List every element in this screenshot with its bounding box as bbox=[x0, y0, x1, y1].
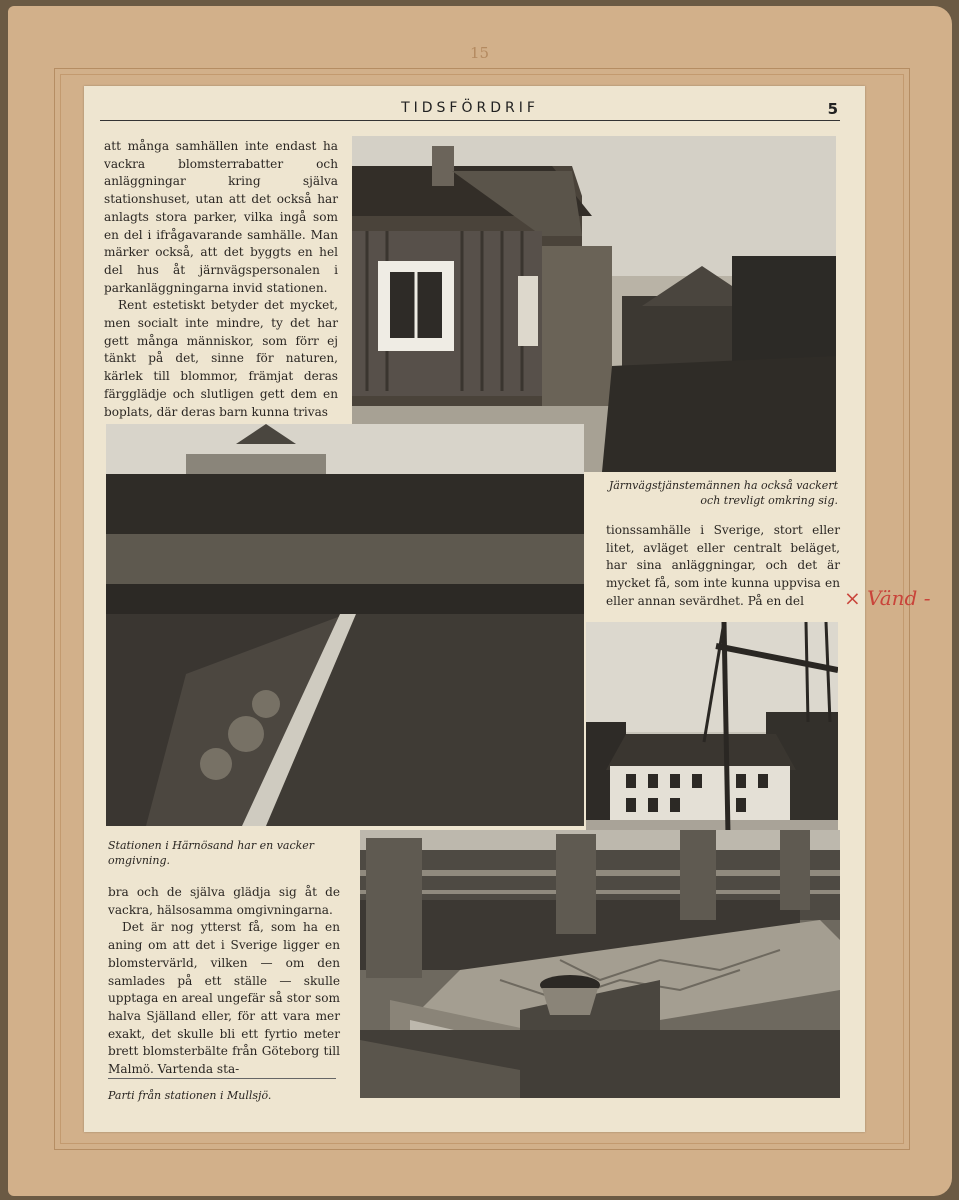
caption-terrace: Parti från stationen i Mullsjö. bbox=[108, 1089, 272, 1102]
article-column-3 bbox=[108, 884, 340, 1079]
article-column-1 bbox=[104, 138, 338, 421]
photo-house bbox=[352, 136, 836, 472]
photo-stone-terrace bbox=[360, 830, 840, 1098]
paragraph: Rent estetiskt betyder det mycket, men socialt inte mindre, ty det har gett många människor, som förr ej tänkt på det, sinne för naturen, kärlek till blommor, främjat deras färgglädje och slutligen gett dem en boplats, där deras barn kunna trivas bbox=[104, 298, 338, 419]
paragraph: tionssamhälle i Sverige, stort eller litet, avläget eller centralt beläget, har sina anläggningar, och det är mycket få, som inte kunna uppvisa en eller annan sevärdhet. På en del bbox=[606, 523, 840, 608]
photo-station-building bbox=[586, 622, 838, 834]
album-page-number: 15 bbox=[469, 44, 490, 62]
paragraph: att många samhällen inte endast ha vackra blomsterrabatter och anläggningar kring själva stationshuset, utan att det också har anlagts stora parker, vilka ingå som en del i ifrågavarande samhälle. Man märker också, att det byggts en hel del hus åt järnvägspersonalen i parkanläggningarna invid stationen. bbox=[104, 139, 338, 295]
caption-park: Stationen i Härnösand har en vacker omgivning. bbox=[108, 839, 315, 867]
handwritten-annotation: × Vänd - bbox=[844, 586, 931, 610]
article-column-2 bbox=[606, 522, 840, 611]
caption-separator bbox=[108, 1078, 336, 1079]
photo-park bbox=[106, 424, 584, 826]
paragraph: bra och de själva glädja sig åt de vackra, hälsosamma omgivningarna. bbox=[108, 885, 340, 917]
caption-house: Järnvägstjänstemännen ha också vackert och trevligt omkring sig. bbox=[608, 479, 838, 507]
paragraph: Det är nog ytterst få, som ha en aning om att det i Sverige ligger en blomstervärld, vilken — om den samlades på ett ställe — skulle upptaga en areal ungefär så stor som halva Själland eller, för att vara mer exakt, det skulle bli ett fyrtio meter brett blomsterbälte från Göteborg till Malmö. Vartenda sta- bbox=[108, 920, 340, 1077]
magazine-header bbox=[100, 100, 840, 122]
magazine-page-number: 5 bbox=[827, 100, 838, 118]
magazine-title: TIDSFÖRDRIF bbox=[401, 100, 539, 116]
header-rule bbox=[100, 120, 840, 121]
